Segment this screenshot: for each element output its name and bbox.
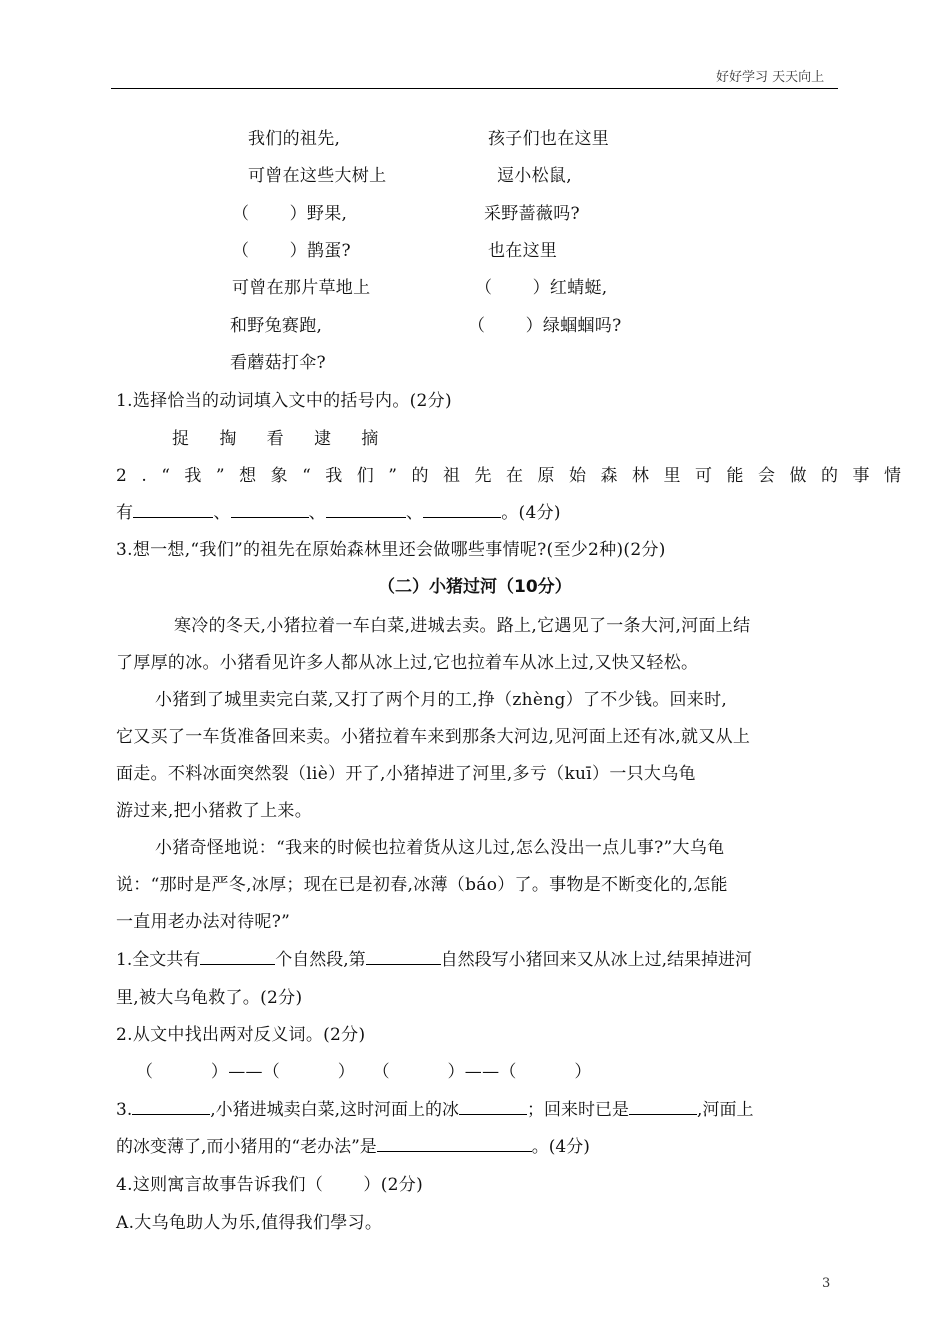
passage-line: 它又买了一车货准备回来卖。小猪拉着车来到那条大河边,见河面上还有冰,就又从上 (116, 727, 751, 747)
poem-left-line: 我们的祖先, (248, 129, 341, 149)
answer-blank[interactable] (133, 502, 213, 518)
separator: 、 (405, 503, 424, 523)
answer-blank[interactable] (132, 1099, 210, 1115)
separator: 、 (308, 503, 326, 523)
poem-right-line: 也在这里 (488, 241, 558, 261)
passage-line: 小猪到了城里卖完白菜,又打了两个月的工,挣（zhèng）了不少钱。回来时, (155, 690, 728, 710)
q3-text: 。(4分) (531, 1137, 590, 1157)
question-2-line2 (116, 498, 561, 523)
answer-blank[interactable] (629, 1099, 697, 1115)
poem-left-line: 可曾在那片草地上 (232, 278, 371, 298)
passage-line: 说：“那时是严冬,冰厚；现在已是初春,冰薄（báo）了。事物是不断变化的,怎能 (116, 875, 728, 895)
passage-line: 小猪奇怪地说：“我来的时候也拉着货从这儿过,怎么没出一点儿事?”大乌龟 (155, 838, 725, 858)
q3-text: ；回来时已是 (527, 1100, 630, 1120)
s2-question-2: 2.从文中找出两对反义词。(2分) (116, 1025, 366, 1045)
poem-left-line: （ ）野果, (232, 204, 348, 224)
poem-left-line: 和野兔赛跑, (230, 316, 323, 336)
answer-blank[interactable] (377, 1136, 532, 1152)
s2-question-3-line2 (116, 1132, 590, 1157)
q3-text: ,河面上 (697, 1100, 754, 1120)
question-3: 3.想一想,“我们”的祖先在原始森林里还会做哪些事情呢?(至少2种)(2分) (116, 540, 666, 560)
option-a[interactable]: A.大乌龟助人为乐,值得我们學习。 (116, 1213, 383, 1233)
poem-left-line: 看蘑菇打伞? (230, 353, 326, 373)
section-title: （二）小猪过河（10分） (378, 577, 572, 597)
separator: 、 (213, 503, 231, 523)
q1-text: 自然段写小猪回来又从冰上过,结果掉进河 (440, 950, 753, 970)
question-2-line1: 2.“我”想象“我们”的祖先在原始森林里可能会做的事情 (116, 466, 916, 486)
passage-line: 寒冷的冬天,小猪拉着一车白菜,进城去卖。路上,它遇见了一条大河,河面上结 (174, 616, 751, 636)
answer-blank[interactable] (366, 949, 441, 965)
verb-option: 摘 (361, 429, 379, 449)
poem-right-line: （ ）红蜻蜓, (475, 278, 608, 298)
q2-prefix: 有 (116, 503, 134, 523)
passage-line: 了厚厚的冰。小猪看见许多人都从冰上过,它也拉着车从冰上过,又快又轻松。 (116, 653, 699, 673)
page-number: 3 (822, 1276, 831, 1291)
q1-text: 1.全文共有 (116, 950, 201, 970)
poem-right-line: 采野蔷薇吗? (484, 204, 580, 224)
verb-option: 逮 (313, 429, 332, 449)
poem-left-line: （ ）鹊蛋? (232, 241, 351, 261)
q1-text: 个自然段,第 (275, 950, 366, 970)
q3-text: 3. (116, 1100, 133, 1120)
header-rule (111, 88, 838, 89)
passage-line: 游过来,把小猪救了上来。 (116, 801, 313, 821)
poem-right-line: （ ）绿蝈蝈吗? (468, 316, 622, 336)
poem-right-line: 孩子们也在这里 (488, 129, 610, 149)
s2-question-1-line1 (116, 945, 752, 970)
q3-text: ,小猪进城卖白菜,这时河面上的冰 (210, 1100, 460, 1120)
answer-blank[interactable] (423, 502, 501, 518)
s2-question-4: 4.这则寓言故事告诉我们（ ）(2分) (116, 1175, 424, 1195)
verb-option: 捉 (172, 429, 190, 449)
q3-text: 的冰变薄了,而小猪用的“老办法”是 (116, 1137, 377, 1157)
passage-line: 面走。不料冰面突然裂（liè）开了,小猪掉进了河里,多亏（kuī）一只大乌龟 (116, 764, 696, 784)
question-1: 1.选择恰当的动词填入文中的括号内。(2分) (116, 391, 452, 411)
verb-option: 看 (266, 429, 284, 449)
s2-question-1-line2: 里,被大乌龟救了。(2分) (116, 988, 303, 1008)
verb-option: 掏 (219, 429, 237, 449)
answer-blank[interactable] (231, 502, 309, 518)
passage-line: 一直用老办法对待呢?” (116, 912, 291, 932)
verb-options (172, 424, 409, 449)
poem-right-line: 逗小松鼠, (497, 166, 572, 186)
answer-blank[interactable] (459, 1099, 527, 1115)
answer-blank[interactable] (326, 502, 406, 518)
q2-suffix: 。(4分) (501, 503, 561, 523)
header-slogan: 好好学习 天天向上 (716, 70, 825, 85)
answer-blank[interactable] (200, 949, 275, 965)
poem-left-line: 可曾在这些大树上 (248, 166, 387, 186)
antonym-blanks[interactable]: （ ）——（ ） （ ）——（ ） (136, 1062, 592, 1082)
s2-question-3-line1 (116, 1095, 753, 1120)
